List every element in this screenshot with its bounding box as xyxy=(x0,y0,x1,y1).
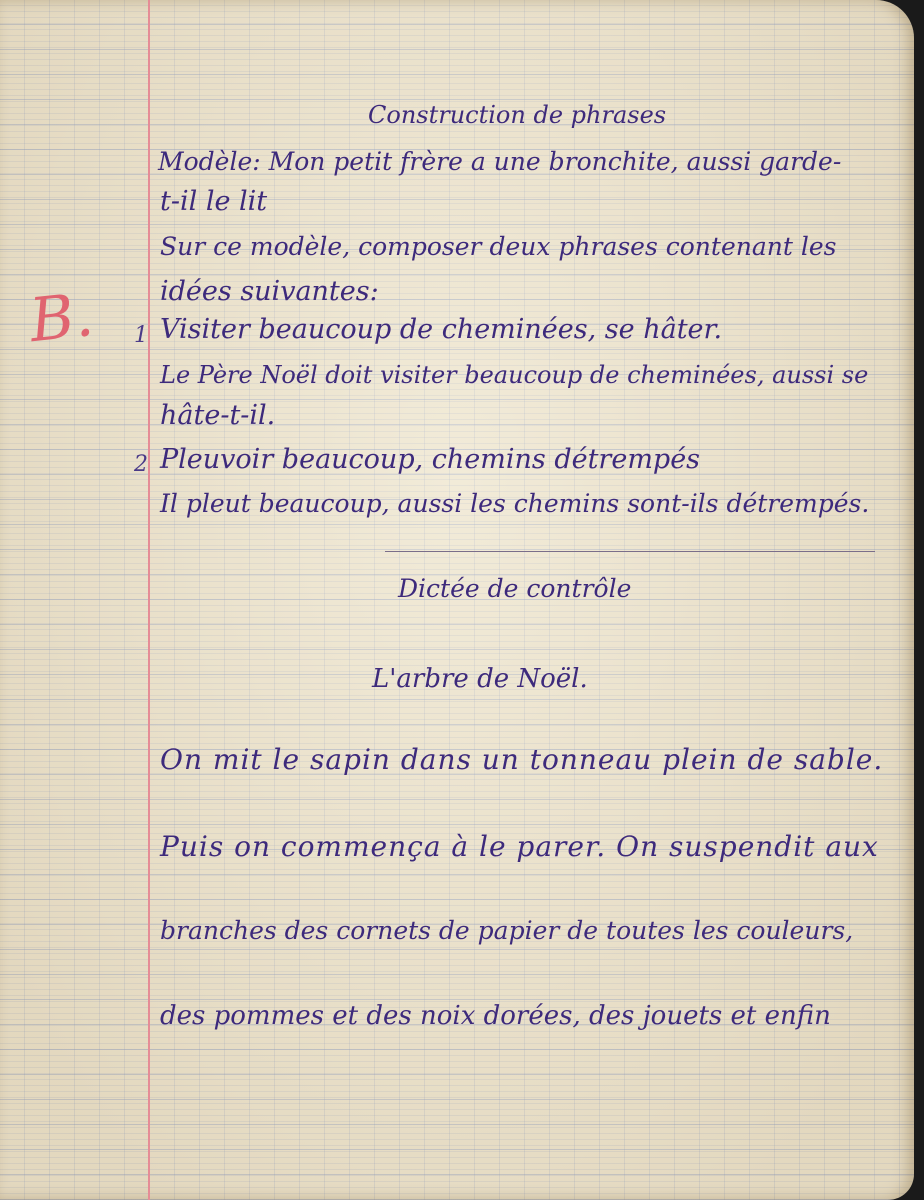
grade-mark: B. xyxy=(26,279,97,357)
dictation-heading: Dictée de contrôle xyxy=(398,574,632,603)
item-1-answer-line-1: Le Père Noël doit visiter beaucoup de cheminées, aussi se xyxy=(160,361,869,389)
margin-line xyxy=(148,0,150,1200)
dictation-line-1: On mit le sapin dans un tonneau plein de sable. xyxy=(160,743,884,776)
item-2-prompt: Pleuvoir beaucoup, chemins détrempés xyxy=(160,444,701,475)
instruction-line-2: idées suivantes: xyxy=(160,276,379,307)
model-sentence-line-1: Modèle: Mon petit frère a une bronchite, aussi garde- xyxy=(158,147,842,176)
item-2-answer: Il pleut beaucoup, aussi les chemins sont-ils détrempés. xyxy=(160,489,870,518)
section-divider xyxy=(385,551,875,552)
item-2-number: 2 xyxy=(134,452,148,477)
item-1-answer-line-2: hâte-t-il. xyxy=(160,400,276,431)
item-1-prompt: Visiter beaucoup de cheminées, se hâter. xyxy=(160,314,723,345)
model-sentence-line-2: t-il le lit xyxy=(160,186,268,217)
dictation-line-2: Puis on commença à le parer. On suspendit aux xyxy=(160,830,879,863)
dictation-line-4: des pommes et des noix dorées, des jouets et enfin xyxy=(160,1001,831,1031)
item-1-number: 1 xyxy=(134,323,148,348)
exercise-title: Construction de phrases xyxy=(368,101,667,129)
dictation-title: L'arbre de Noël. xyxy=(372,664,588,694)
dictation-line-3: branches des cornets de papier de toutes les couleurs, xyxy=(160,916,854,945)
instruction-line-1: Sur ce modèle, composer deux phrases contenant les xyxy=(160,232,837,261)
